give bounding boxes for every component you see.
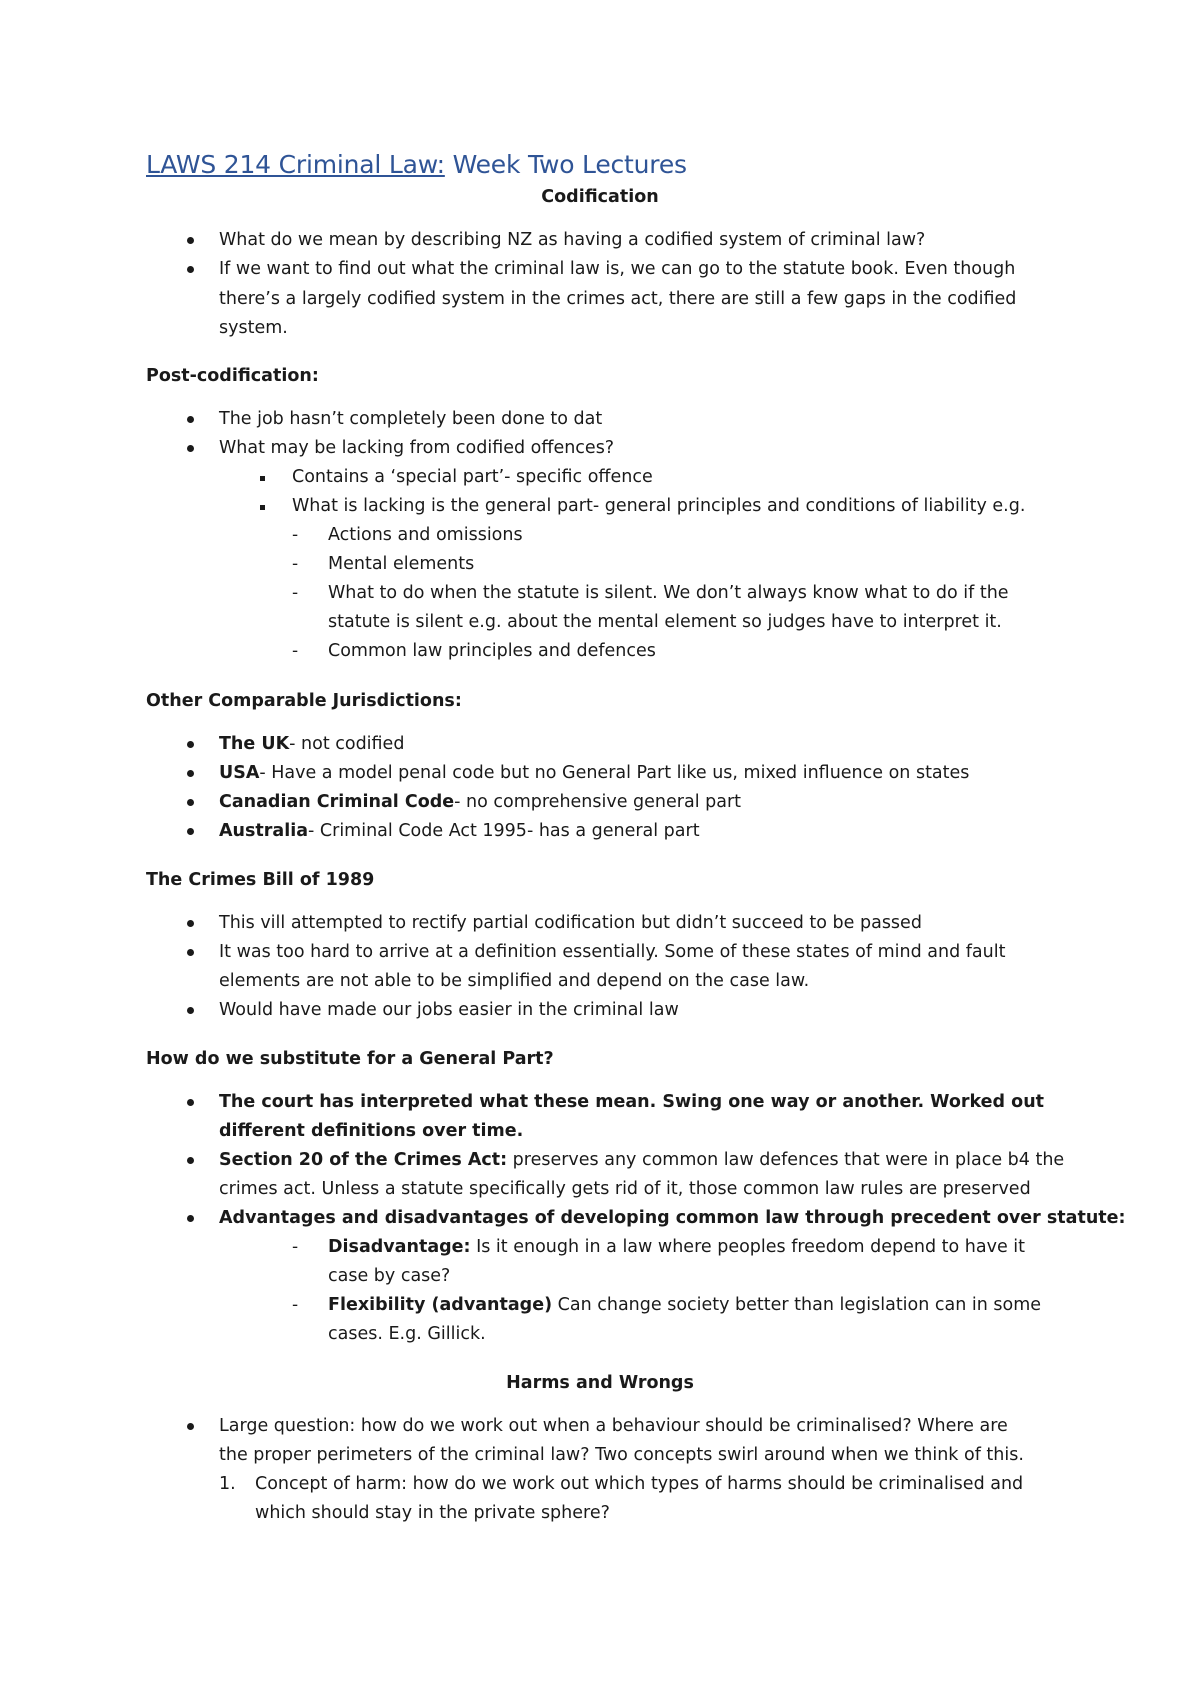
- list-item-bold: Canadian Criminal Code: [219, 792, 455, 812]
- sub-sub-list-item: Common law principles and defences: [328, 641, 656, 661]
- list-item-continued: there’s a largely codified system in the crimes act, there are still a few gaps in the codified: [219, 289, 1017, 309]
- dash-marker: -: [292, 554, 299, 574]
- square-bullet-icon: [260, 476, 265, 481]
- heading-crimes-bill: The Crimes Bill of 1989: [146, 870, 375, 890]
- heading-harms-wrongs: Harms and Wrongs: [506, 1373, 694, 1393]
- dash-marker: -: [292, 1295, 299, 1315]
- sub-sub-list-item: What to do when the statute is silent. We don’t always know what to do if the: [328, 583, 1009, 603]
- title-subtitle: Week Two Lectures: [444, 150, 687, 179]
- list-item-continued: system.: [219, 318, 288, 338]
- list-item-continued: crimes act. Unless a statute specifically gets rid of it, those common law rules are preserved: [219, 1179, 1031, 1199]
- heading-jurisdictions: Other Comparable Jurisdictions:: [146, 691, 462, 711]
- bullet-icon: [187, 445, 194, 452]
- list-item: This vill attempted to rectify partial codification but didn’t succeed to be passed: [219, 913, 922, 933]
- bullet-icon: [187, 1007, 194, 1014]
- list-item-bold: Australia: [219, 821, 309, 841]
- list-item-continued: the proper perimeters of the criminal law? Two concepts swirl around when we think of this.: [219, 1445, 1024, 1465]
- title-course: LAWS 214 Criminal Law:: [146, 150, 445, 179]
- list-item-bold: Section 20 of the Crimes Act:: [219, 1150, 508, 1170]
- dash-marker: -: [292, 641, 299, 661]
- sub-list-item: [328, 1297, 1041, 1315]
- dash-marker: -: [292, 1237, 299, 1257]
- page-title: [146, 152, 687, 177]
- sub-list-item: [328, 1239, 1025, 1257]
- sub-sub-list-item-continued: statute is silent e.g. about the mental element so judges have to interpret it.: [328, 612, 1002, 632]
- sub-sub-list-item: Mental elements: [328, 554, 475, 574]
- heading-post-codification: Post-codification:: [146, 366, 319, 386]
- list-item-bold: Disadvantage:: [328, 1237, 471, 1257]
- list-item: If we want to find out what the criminal law is, we can go to the statute book. Even though: [219, 259, 1016, 279]
- sub-list-item-continued: cases. E.g. Gillick.: [328, 1324, 486, 1344]
- numbered-item-continued: which should stay in the private sphere?: [255, 1503, 610, 1523]
- list-item: What may be lacking from codified offences?: [219, 438, 615, 458]
- bullet-icon: [187, 1215, 194, 1222]
- list-item-text: Is it enough in a law where peoples freedom depend to have it: [470, 1237, 1026, 1257]
- list-item-text: Can change society better than legislation can in some: [552, 1295, 1042, 1315]
- list-item: [219, 736, 404, 754]
- heading-codification: Codification: [541, 187, 659, 207]
- dash-marker: -: [292, 525, 299, 545]
- list-item: Advantages and disadvantages of developing common law through precedent over statute:: [219, 1208, 1126, 1228]
- list-item: What do we mean by describing NZ as having a codified system of criminal law?: [219, 230, 926, 250]
- bullet-icon: [187, 799, 194, 806]
- list-item: Would have made our jobs easier in the criminal law: [219, 1000, 679, 1020]
- square-bullet-icon: [260, 505, 265, 510]
- bullet-icon: [187, 770, 194, 777]
- dash-marker: -: [292, 583, 299, 603]
- bullet-icon: [187, 949, 194, 956]
- list-item-continued: elements are not able to be simplified and depend on the case law.: [219, 971, 810, 991]
- list-item-text: preserves any common law defences that were in place b4 the: [507, 1150, 1065, 1170]
- heading-general-part: How do we substitute for a General Part?: [146, 1049, 554, 1069]
- bullet-icon: [187, 416, 194, 423]
- sub-list-item: What is lacking is the general part- general principles and conditions of liability e.g.: [292, 496, 1026, 516]
- list-item-bold: USA: [219, 763, 260, 783]
- bullet-icon: [187, 266, 194, 273]
- bullet-icon: [187, 1099, 194, 1106]
- list-item-text: - Have a model penal code but no General Part like us, mixed influence on states: [259, 763, 970, 783]
- list-item: [219, 794, 741, 812]
- bullet-icon: [187, 920, 194, 927]
- bullet-icon: [187, 1157, 194, 1164]
- list-item: [219, 823, 700, 841]
- list-item-text: - Criminal Code Act 1995- has a general part: [308, 821, 700, 841]
- sub-list-item-continued: case by case?: [328, 1266, 451, 1286]
- bullet-icon: [187, 741, 194, 748]
- list-item: [219, 765, 969, 783]
- list-number: 1.: [219, 1474, 236, 1494]
- list-item-bold: Flexibility (advantage): [328, 1295, 553, 1315]
- bullet-icon: [187, 828, 194, 835]
- list-item-text: - no comprehensive general part: [454, 792, 742, 812]
- numbered-item: Concept of harm: how do we work out which types of harms should be criminalised and: [255, 1474, 1024, 1494]
- list-item-bold: The UK: [219, 734, 290, 754]
- list-item: The job hasn’t completely been done to dat: [219, 409, 603, 429]
- bullet-icon: [187, 1423, 194, 1430]
- list-item: The court has interpreted what these mean. Swing one way or another. Worked out: [219, 1092, 1045, 1112]
- list-item: [219, 1152, 1064, 1170]
- sub-sub-list-item: Actions and omissions: [328, 525, 523, 545]
- list-item-text: - not codified: [289, 734, 405, 754]
- bullet-icon: [187, 237, 194, 244]
- sub-list-item: Contains a ‘special part’- specific offence: [292, 467, 653, 487]
- list-item: It was too hard to arrive at a definition essentially. Some of these states of mind and fault: [219, 942, 1006, 962]
- list-item-continued: different definitions over time.: [219, 1121, 524, 1141]
- list-item: Large question: how do we work out when a behaviour should be criminalised? Where are: [219, 1416, 1008, 1436]
